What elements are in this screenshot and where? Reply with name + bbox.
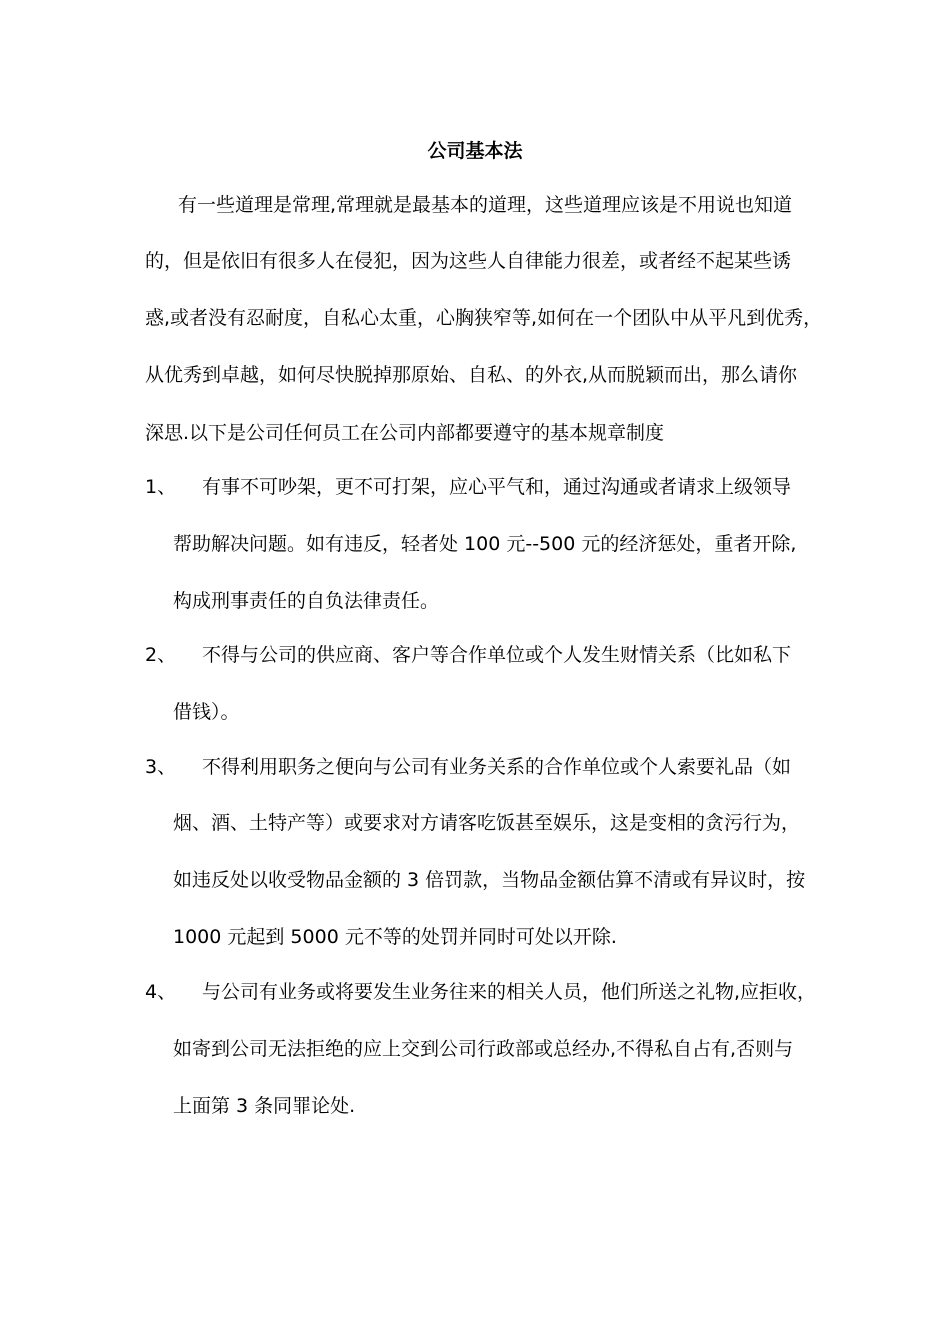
rule-line: 构成刑事责任的自负法律责任。 [173,590,440,612]
rule-line: 如违反处以收受物品金额的 3 倍罚款，当物品金额估算不清或有异议时，按 [173,869,806,891]
rule-line: 不得与公司的供应商、客户等合作单位或个人发生财情关系（比如私下 [202,644,792,666]
page-title: 公司基本法 [427,140,523,162]
intro-line: 有一些道理是常理,常理就是最基本的道理，这些道理应该是不用说也知道 [178,194,793,216]
rule-number: 4、 [145,981,177,1003]
rule-number: 3、 [145,756,177,778]
rule-line: 借钱）。 [173,701,240,723]
rule-line: 上面第 3 条同罪论处. [173,1095,356,1117]
rule-line: 1000 元起到 5000 元不等的处罚并同时可处以开除. [173,926,617,948]
intro-line: 的，但是依旧有很多人在侵犯，因为这些人自律能力很差，或者经不起某些诱 [145,250,792,272]
rule-number: 2、 [145,644,177,666]
intro-line: 从优秀到卓越，如何尽快脱掉那原始、自私、的外衣,从而脱颖而出，那么请你 [145,364,798,386]
rule-line: 有事不可吵架，更不可打架，应心平气和，通过沟通或者请求上级领导 [202,476,792,498]
rule-line: 烟、酒、土特产等）或要求对方请客吃饭甚至娱乐，这是变相的贪污行为， [173,812,801,834]
rule-line: 不得利用职务之便向与公司有业务关系的合作单位或个人索要礼品（如 [202,756,792,778]
rule-number: 1、 [145,476,177,498]
rule-line: 与公司有业务或将要发生业务往来的相关人员，他们所送之礼物,应拒收， [202,981,817,1003]
rule-line: 如寄到公司无法拒绝的应上交到公司行政部或总经办,不得私自占有,否则与 [173,1038,794,1060]
rule-line: 帮助解决问题。如有违反，轻者处 100 元--500 元的经济惩处，重者开除, [173,533,797,555]
intro-line: 深思.以下是公司任何员工在公司内部都要遵守的基本规章制度 [145,422,665,444]
intro-line: 惑,或者没有忍耐度，自私心太重，心胸狭窄等,如何在一个团队中从平凡到优秀， [145,307,823,329]
